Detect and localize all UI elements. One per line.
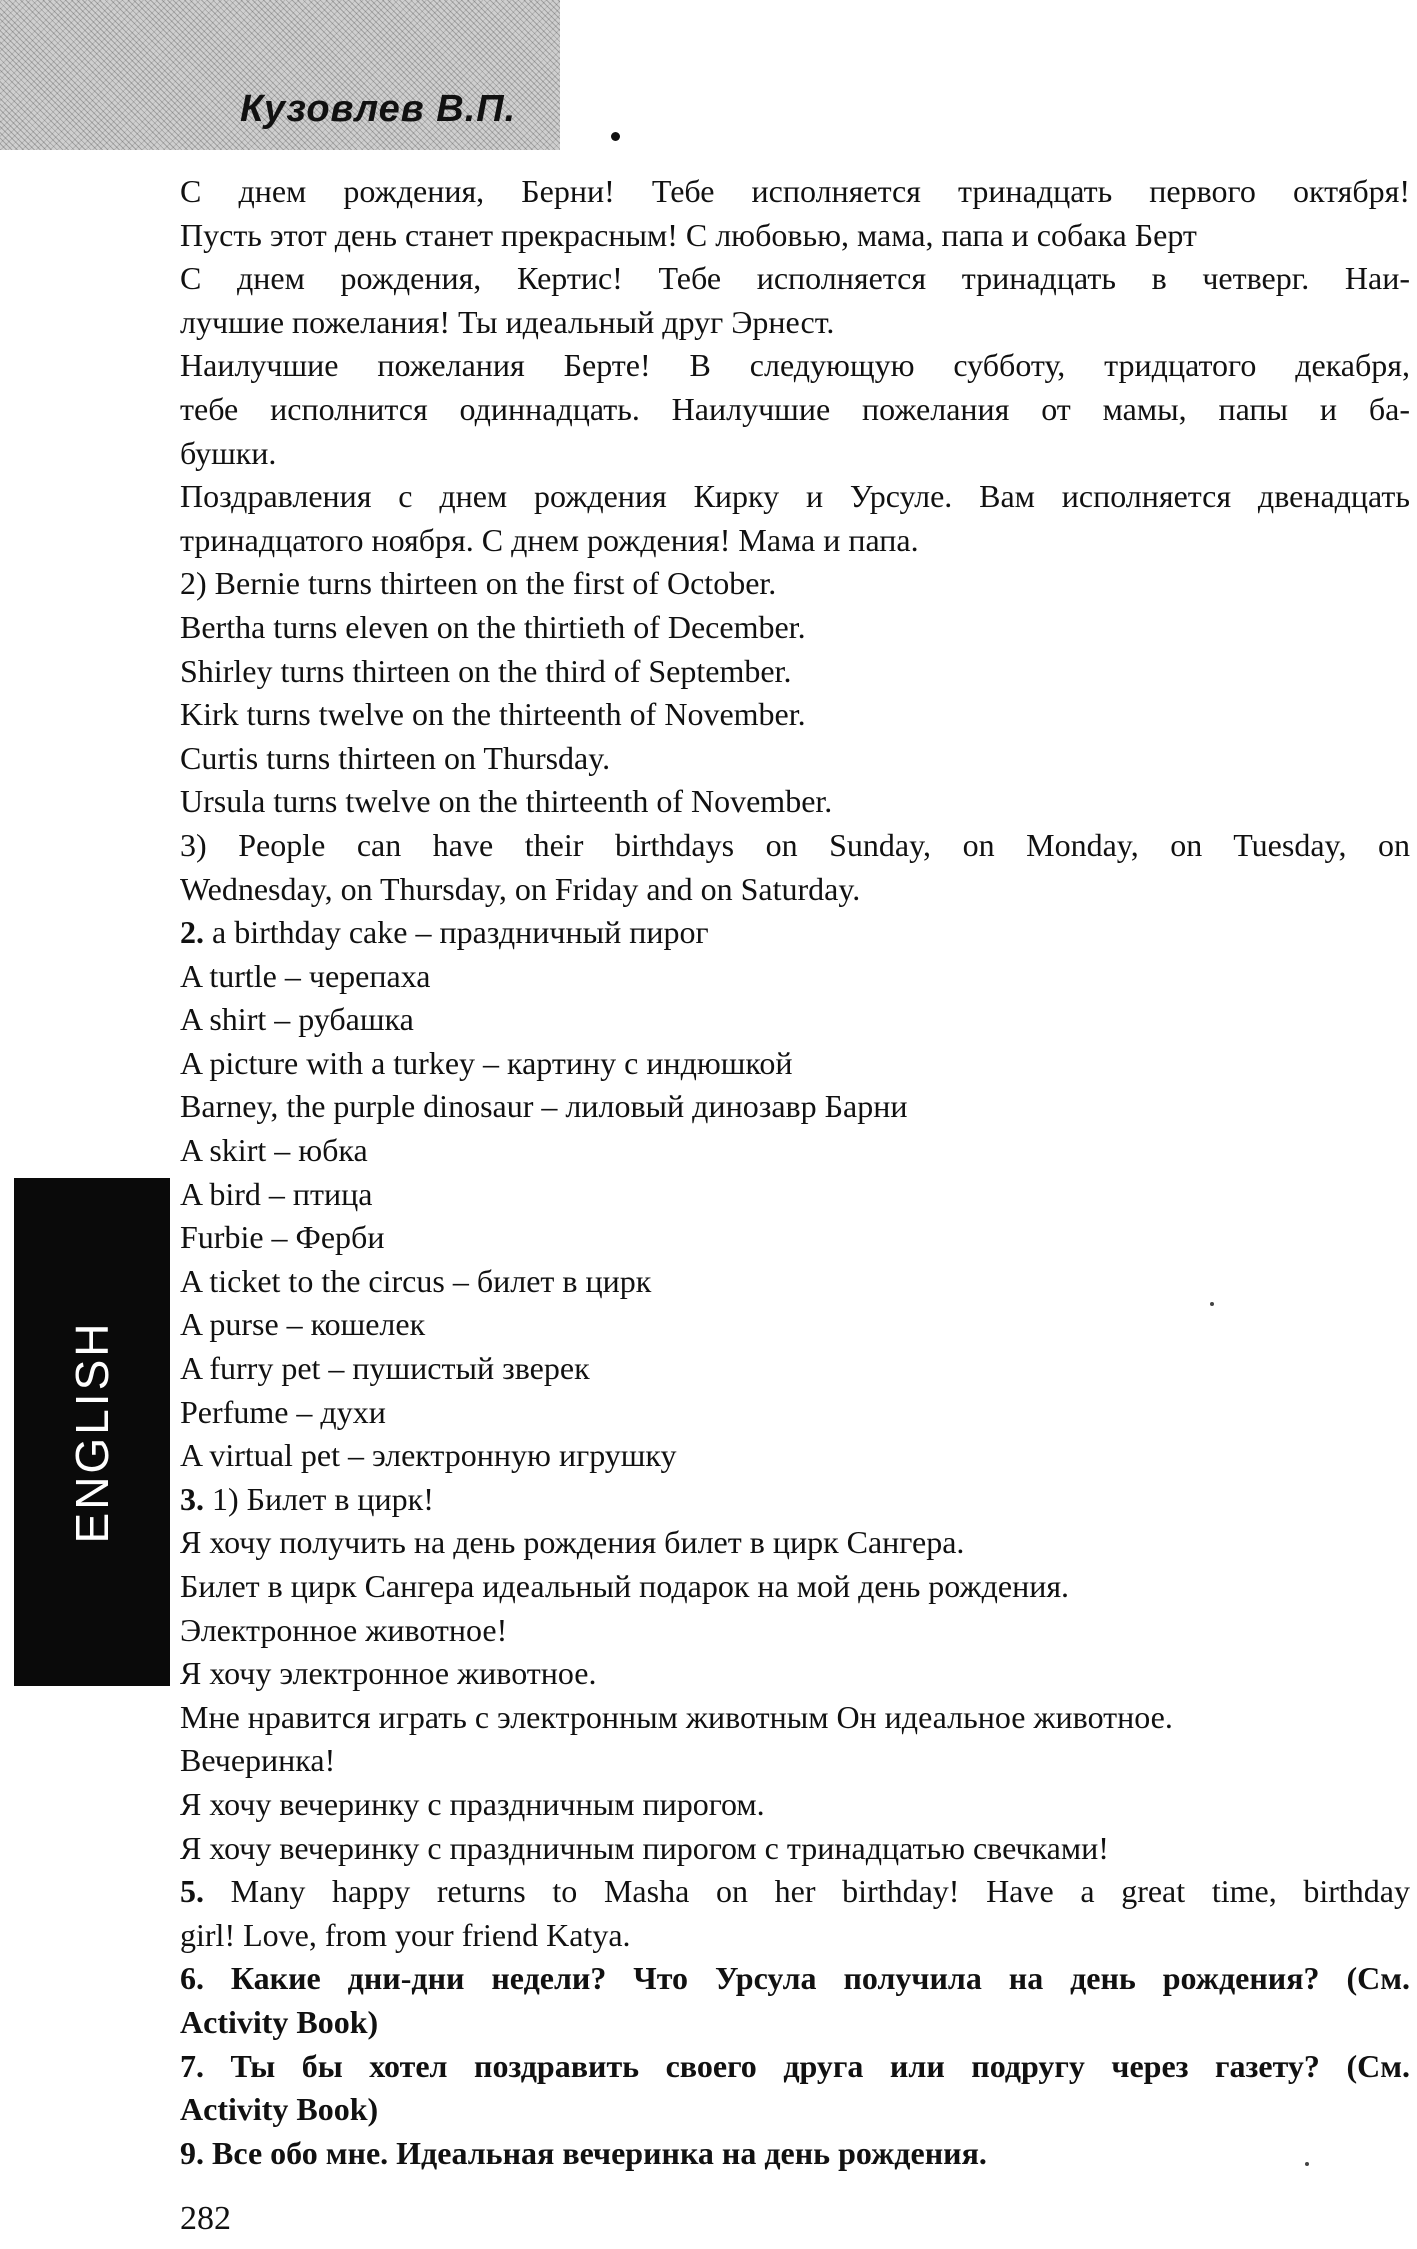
- text-line: бушки.: [180, 434, 277, 471]
- item6-line1: 6. Какие дни-дни недели? Что Урсула получила на день рождения? (См.: [180, 1960, 1410, 1997]
- item2-line: A virtual pet – электронную игрушку: [180, 1437, 677, 1474]
- header-author: Кузовлев В.П.: [240, 88, 517, 130]
- item9-line1: 9. Все обо мне. Идеальная вечеринка на день рождения.: [180, 2134, 987, 2171]
- item5-first-text: Many happy returns to Masha on her birthday! Have a great time, birthday: [204, 1873, 1410, 1910]
- text-line: Bertha turns eleven on the thirtieth of December.: [180, 608, 806, 645]
- item5-number: 5.: [180, 1873, 204, 1910]
- item2-line: Furbie – Ферби: [180, 1219, 385, 1256]
- item2-line: A ticket to the circus – билет в цирк: [180, 1262, 652, 1299]
- text-line: Наилучшие пожелания Берте! В следующую субботу, тридцатого декабря,: [180, 347, 1410, 384]
- item2-line: A shirt – рубашка: [180, 1001, 414, 1038]
- text-line: Curtis turns thirteen on Thursday.: [180, 739, 611, 776]
- item6-line2: Activity Book): [180, 2003, 379, 2040]
- item2-line: A turtle – черепаха: [180, 957, 431, 994]
- text-line: лучшие пожелания! Ты идеальный друг Эрнест.: [180, 303, 835, 340]
- text-line: тебе исполнится одиннадцать. Наилучшие пожелания от мамы, папы и ба-: [180, 390, 1410, 427]
- item5-first-line: [180, 1870, 1410, 1914]
- item3-line: Вечеринка!: [180, 1742, 336, 1779]
- text-line: Поздравления с днем рождения Кирку и Урсуле. Вам исполняется двенадцать: [180, 478, 1410, 515]
- text-line: С днем рождения, Кертис! Тебе исполняется тринадцать в четверг. Наи-: [180, 260, 1410, 297]
- text-line: 2) Bernie turns thirteen on the first of October.: [180, 565, 777, 602]
- item2-first-text: a birthday cake – праздничный пирог: [204, 914, 709, 951]
- item2-line: A purse – кошелек: [180, 1306, 426, 1343]
- item3-line: Электронное животное!: [180, 1611, 508, 1648]
- side-tab-label: ENGLISH: [66, 1320, 118, 1544]
- item7-line1: 7. Ты бы хотел поздравить своего друга или подругу через газету? (См.: [180, 2047, 1410, 2084]
- text-line: Wednesday, on Thursday, on Friday and on Saturday.: [180, 870, 861, 907]
- item2-line: Barney, the purple dinosaur – лиловый динозавр Барни: [180, 1088, 908, 1125]
- item3-line: Мне нравится играть с электронным животным Он идеальное животное.: [180, 1698, 1173, 1735]
- item2-line: A furry pet – пушистый зверек: [180, 1350, 590, 1387]
- text-line: Kirk turns twelve on the thirteenth of November.: [180, 696, 806, 733]
- item3-line: Билет в цирк Сангера идеальный подарок на мой день рождения.: [180, 1568, 1070, 1604]
- item5-second-line: girl! Love, from your friend Katya.: [180, 1916, 631, 1953]
- text-line: тринадцатого ноября. С днем рождения! Мама и папа.: [180, 521, 919, 558]
- item2-line: Perfume – духи: [180, 1393, 386, 1430]
- text-line: С днем рождения, Берни! Тебе исполняется тринадцать первого октября!: [180, 173, 1410, 209]
- item3-line: Я хочу вечеринку с праздничным пирогом.: [180, 1785, 765, 1822]
- page-number: 282: [180, 2200, 231, 2237]
- header-pattern-box: [0, 0, 560, 150]
- item3-line: Я хочу вечеринку с праздничным пирогом с тринадцатью свечками!: [180, 1829, 1109, 1866]
- text-line: Shirley turns thirteen on the third of September.: [180, 652, 792, 689]
- text-line: Ursula turns twelve on the thirteenth of November.: [180, 783, 833, 820]
- stray-dot-right: [1210, 1302, 1214, 1306]
- item2-line: A skirt – юбка: [180, 1132, 368, 1169]
- text-line: Пусть этот день станет прекрасным! С любовью, мама, папа и собака Берт: [180, 216, 1197, 253]
- item3-first-line: [180, 1478, 1410, 1522]
- item2-line: A picture with a turkey – картину с индюшкой: [180, 1044, 793, 1081]
- stray-dot-bottom: [1305, 2162, 1309, 2166]
- item3-number: 3.: [180, 1480, 204, 1517]
- item3-first-text: 1) Билет в цирк!: [204, 1480, 434, 1517]
- page-content: [180, 170, 1410, 2175]
- item3-line: Я хочу электронное животное.: [180, 1655, 597, 1692]
- item7-line2: Activity Book): [180, 2091, 379, 2128]
- side-tab-english: [14, 1178, 170, 1686]
- text-line: 3) People can have their birthdays on Sunday, on Monday, on Tuesday, on: [180, 826, 1410, 863]
- item2-line: A bird – птица: [180, 1175, 373, 1212]
- item3-line: Я хочу получить на день рождения билет в цирк Сангера.: [180, 1524, 965, 1561]
- header-bullet-dot: [611, 132, 620, 141]
- item2-number: 2.: [180, 914, 204, 951]
- item2-first-line: [180, 911, 1410, 955]
